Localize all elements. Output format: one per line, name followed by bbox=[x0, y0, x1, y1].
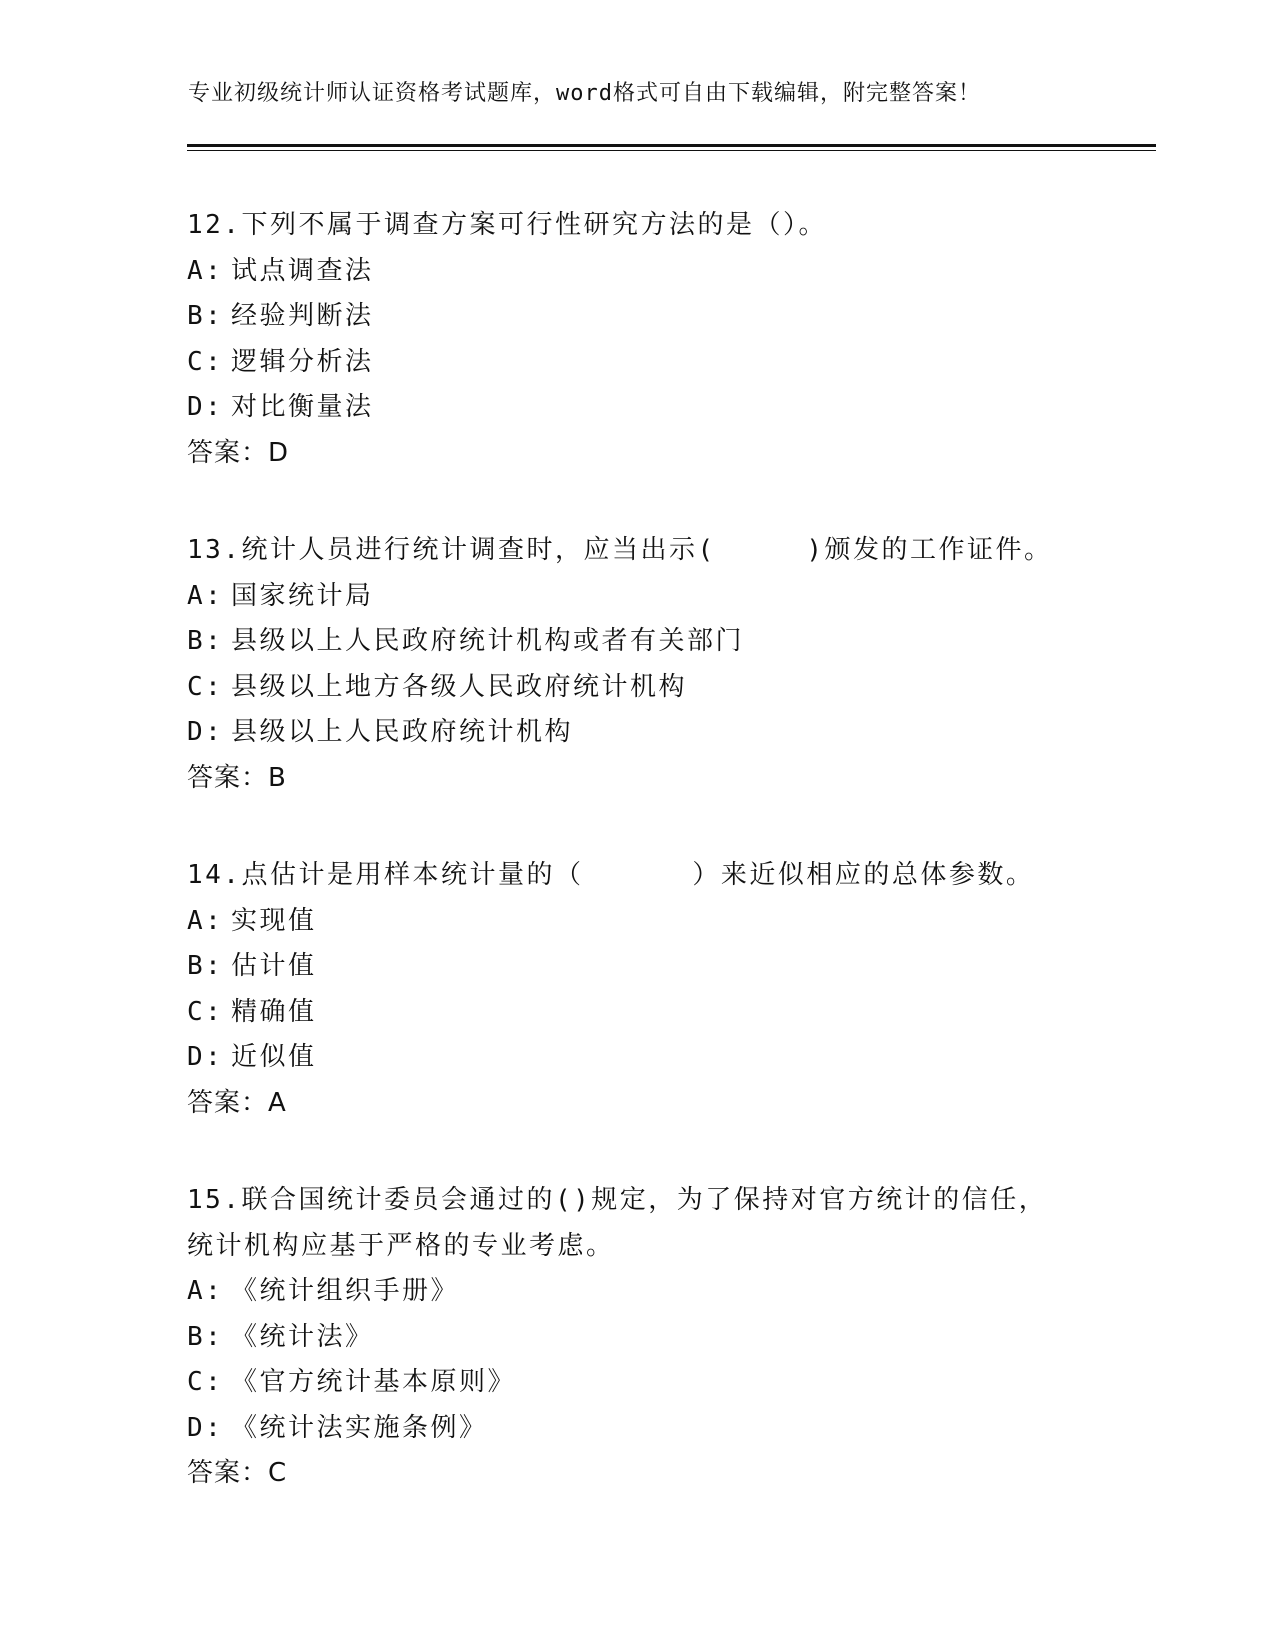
answer-value: C bbox=[268, 1458, 288, 1488]
option-text: 《统计法实施条例》 bbox=[231, 1412, 488, 1443]
option-letter: D: bbox=[187, 392, 224, 422]
page-header-text: 专业初级统计师认证资格考试题库，word格式可自由下载编辑，附完整答案！ bbox=[188, 81, 981, 106]
answer-label: 答案： bbox=[187, 762, 269, 793]
header-rule-thin bbox=[187, 150, 1156, 151]
answer-line bbox=[187, 756, 1127, 802]
question-stem: 13.统计人员进行统计调查时，应当出示( )颁发的工作证件。 bbox=[187, 535, 1053, 565]
option-c bbox=[187, 1360, 1127, 1406]
option-text: 《统计组织手册》 bbox=[231, 1276, 460, 1306]
option-a bbox=[187, 1269, 1127, 1315]
option-text: 近似值 bbox=[231, 1042, 317, 1072]
option-text: 估计值 bbox=[231, 951, 317, 981]
question-14 bbox=[187, 853, 1127, 1126]
answer-label: 答案： bbox=[187, 437, 269, 468]
option-letter: C: bbox=[187, 1367, 224, 1397]
option-c bbox=[187, 990, 1127, 1036]
option-text: 对比衡量法 bbox=[231, 392, 374, 422]
question-stem: 15.联合国统计委员会通过的()规定，为了保持对官方统计的信任，统计机构应基于严格的专业考虑。 bbox=[187, 1185, 1048, 1261]
option-d bbox=[187, 1035, 1127, 1081]
option-letter: D: bbox=[187, 1042, 224, 1072]
answer-line bbox=[187, 1451, 1127, 1497]
option-d bbox=[187, 385, 1127, 431]
header-rule-thick bbox=[187, 144, 1156, 147]
option-text: 《统计法》 bbox=[231, 1321, 374, 1352]
option-text: 试点调查法 bbox=[231, 255, 374, 286]
answer-value: B bbox=[268, 762, 287, 793]
option-b bbox=[187, 944, 1127, 990]
option-letter: A: bbox=[187, 255, 224, 286]
option-letter: D: bbox=[187, 1412, 224, 1443]
question-stem: 12.下列不属于调查方案可行性研究方法的是（）。 bbox=[187, 210, 827, 240]
answer-line bbox=[187, 431, 1127, 477]
option-letter: C: bbox=[187, 346, 224, 377]
option-text: 国家统计局 bbox=[231, 580, 374, 611]
option-c bbox=[187, 340, 1127, 386]
option-text: 县级以上人民政府统计机构 bbox=[231, 717, 574, 747]
option-letter: A: bbox=[187, 905, 224, 936]
answer-value: A bbox=[268, 1087, 287, 1118]
option-letter: B: bbox=[187, 951, 224, 981]
option-c bbox=[187, 665, 1127, 711]
option-a bbox=[187, 899, 1127, 945]
option-b bbox=[187, 1315, 1127, 1361]
option-d bbox=[187, 710, 1127, 756]
question-15 bbox=[187, 1178, 1127, 1497]
option-letter: C: bbox=[187, 671, 224, 702]
option-b bbox=[187, 294, 1127, 340]
question-list bbox=[187, 203, 1127, 1549]
question-13 bbox=[187, 528, 1127, 801]
option-a bbox=[187, 249, 1127, 295]
option-text: 精确值 bbox=[231, 996, 317, 1027]
option-letter: B: bbox=[187, 626, 224, 656]
option-text: 县级以上地方各级人民政府统计机构 bbox=[231, 671, 688, 702]
option-letter: A: bbox=[187, 580, 224, 611]
option-letter: A: bbox=[187, 1276, 224, 1306]
option-letter: C: bbox=[187, 996, 224, 1027]
option-a bbox=[187, 574, 1127, 620]
answer-label: 答案： bbox=[187, 1087, 269, 1118]
answer-line bbox=[187, 1081, 1127, 1127]
question-stem: 14.点估计是用样本统计量的（ ）来近似相应的总体参数。 bbox=[187, 860, 1035, 890]
question-12 bbox=[187, 203, 1127, 476]
option-d bbox=[187, 1406, 1127, 1452]
option-letter: B: bbox=[187, 1321, 224, 1352]
option-text: 县级以上人民政府统计机构或者有关部门 bbox=[231, 626, 745, 656]
option-letter: B: bbox=[187, 301, 224, 331]
option-text: 《官方统计基本原则》 bbox=[231, 1367, 517, 1397]
option-text: 逻辑分析法 bbox=[231, 346, 374, 377]
option-text: 经验判断法 bbox=[231, 301, 374, 331]
option-text: 实现值 bbox=[231, 905, 317, 936]
answer-value: D bbox=[268, 437, 290, 468]
option-letter: D: bbox=[187, 717, 224, 747]
option-b bbox=[187, 619, 1127, 665]
answer-label: 答案： bbox=[187, 1458, 269, 1488]
